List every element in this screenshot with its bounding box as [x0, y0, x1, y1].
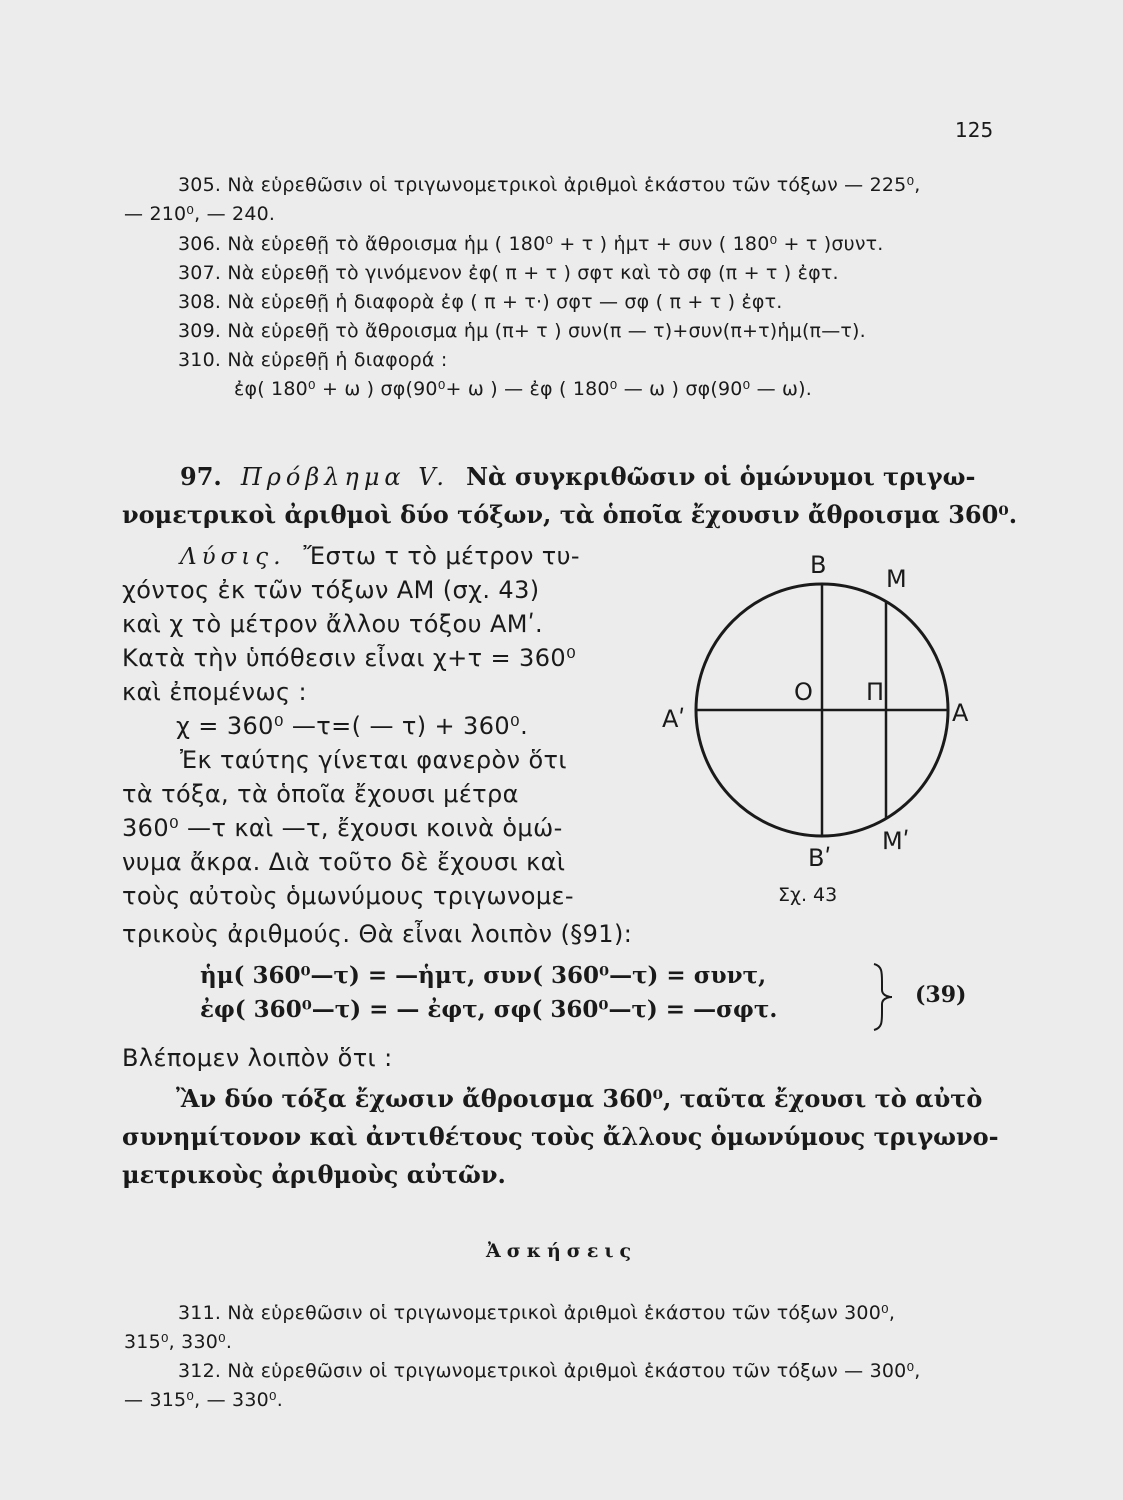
solution-label: Λύσις. [180, 544, 286, 570]
problem-title-line1: Νὰ συγκριθῶσιν οἱ ὁμώνυμοι τριγω- [466, 462, 976, 491]
exercise-305-line2: — 210⁰, — 240. [124, 203, 276, 225]
label-b-prime: Βʹ [808, 844, 832, 872]
exercise-308: 308. Νὰ εὑρεθῇ ἡ διαφορὰ ἐφ ( π + τ·) σφτ — σφ ( π + τ ) ἐφτ. [178, 291, 783, 313]
exercises-heading: Ἀσκήσεις [486, 1240, 638, 1262]
solution-line-3: Κατὰ τὴν ὑπόθεσιν εἶναι χ+τ = 360⁰ [122, 644, 577, 672]
theorem-line3: μετρικοὺς ἀριθμοὺς αὐτῶν. [122, 1160, 506, 1189]
solution-line-8: 360⁰ —τ καὶ —τ, ἔχουσι κοινὰ ὁμώ- [122, 814, 563, 842]
solution-line-7: τὰ τόξα, τὰ ὁποῖα ἔχουσι μέτρα [122, 780, 519, 808]
label-m-prime: Μʹ [882, 827, 910, 855]
solution-line-9: νυμα ἄκρα. Διὰ τοῦτο δὲ ἔχουσι καὶ [122, 848, 566, 876]
conclusion-intro: Βλέπομεν λοιπὸν ὅτι : [122, 1044, 393, 1072]
formula-line1: ἡμ( 360⁰—τ) = —ἡμτ, συν( 360⁰—τ) = συντ, [200, 962, 767, 989]
exercise-311-line1: 311. Νὰ εὑρεθῶσιν οἱ τριγωνομετρικοὶ ἀριθμοὶ ἑκάστου τῶν τόξων 300⁰, [178, 1302, 896, 1324]
solution-line-10: τοὺς αὐτοὺς ὁμωνύμους τριγωνομε- [122, 882, 574, 910]
label-p: Π [866, 678, 885, 706]
page-number: 125 [955, 118, 994, 142]
solution-line-0: Λύσις. Ἔστω τ τὸ μέτρον τυ- [180, 542, 580, 570]
solution-line-6: Ἐκ ταύτης γίνεται φανερὸν ὅτι [180, 746, 567, 774]
label-b: B [810, 551, 827, 579]
exercise-306: 306. Νὰ εὑρεθῇ τὸ ἄθροισμα ἡμ ( 180⁰ + τ ) ἡμτ + συν ( 180⁰ + τ )συντ. [178, 233, 884, 255]
problem-number: 97. [180, 462, 222, 491]
problem-label: Πρόβλημα V. [240, 463, 450, 491]
exercise-310-line1: 310. Νὰ εὑρεθῇ ἡ διαφορά : [178, 349, 448, 371]
theorem-line2: συνημίτονον καὶ ἀντιθέτους τοὺς ἄλλους ὁμωνύμους τριγωνο- [122, 1122, 999, 1151]
label-a: A [952, 699, 969, 727]
formula-line2: ἐφ( 360⁰—τ) = — ἐφτ, σφ( 360⁰—τ) = —σφτ. [200, 996, 778, 1023]
solution-line-5: χ = 360⁰ —τ=( — τ) + 360⁰. [176, 712, 529, 740]
exercise-312-line2: — 315⁰, — 330⁰. [124, 1389, 283, 1411]
exercise-312-line1: 312. Νὰ εὑρεθῶσιν οἱ τριγωνομετρικοὶ ἀριθμοὶ ἑκάστου τῶν τόξων — 300⁰, [178, 1360, 921, 1382]
exercise-307: 307. Νὰ εὑρεθῇ τὸ γινόμενον ἐφ( π + τ ) σφτ καὶ τὸ σφ (π + τ ) ἐφτ. [178, 262, 839, 284]
solution-line-4: καὶ ἐπομένως : [122, 678, 307, 706]
exercise-311-line2: 315⁰, 330⁰. [124, 1331, 233, 1353]
right-brace [868, 962, 898, 1032]
solution-line-1: χόντος ἐκ τῶν τόξων ΑΜ (σχ. 43) [122, 576, 540, 604]
label-o: O [794, 678, 813, 706]
problem-heading-line1 [180, 462, 975, 491]
label-a-prime: Αʹ [662, 705, 686, 733]
label-m: M [886, 565, 907, 593]
exercise-309: 309. Νὰ εὑρεθῇ τὸ ἄθροισμα ἡμ (π+ τ ) συν(π — τ)+συν(π+τ)ἡμ(π—τ). [178, 320, 866, 342]
figure-43 [650, 545, 1010, 910]
formula-number: (39) [915, 982, 967, 1008]
figure-caption: Σχ. 43 [778, 884, 838, 906]
exercise-310-line2: ἐφ( 180⁰ + ω ) σφ(90⁰+ ω ) — ἐφ ( 180⁰ — ω ) σφ(90⁰ — ω). [234, 378, 813, 400]
exercise-305-line1: 305. Νὰ εὑρεθῶσιν οἱ τριγωνομετρικοὶ ἀριθμοὶ ἑκάστου τῶν τόξων — 225⁰, [178, 174, 921, 196]
solution-line-11: τρικοὺς ἀριθμούς. Θὰ εἶναι λοιπὸν (§91): [122, 920, 633, 948]
solution-line-2: καὶ χ τὸ μέτρον ἄλλου τόξου ΑΜʹ. [122, 610, 543, 638]
theorem-line1: Ἂν δύο τόξα ἔχωσιν ἄθροισμα 360⁰, ταῦτα ἔχουσι τὸ αὐτὸ [176, 1084, 983, 1113]
problem-title-line2: νομετρικοὶ ἀριθμοὶ δύο τόξων, τὰ ὁποῖα ἔχουσιν ἄθροισμα 360⁰. [122, 500, 1018, 529]
